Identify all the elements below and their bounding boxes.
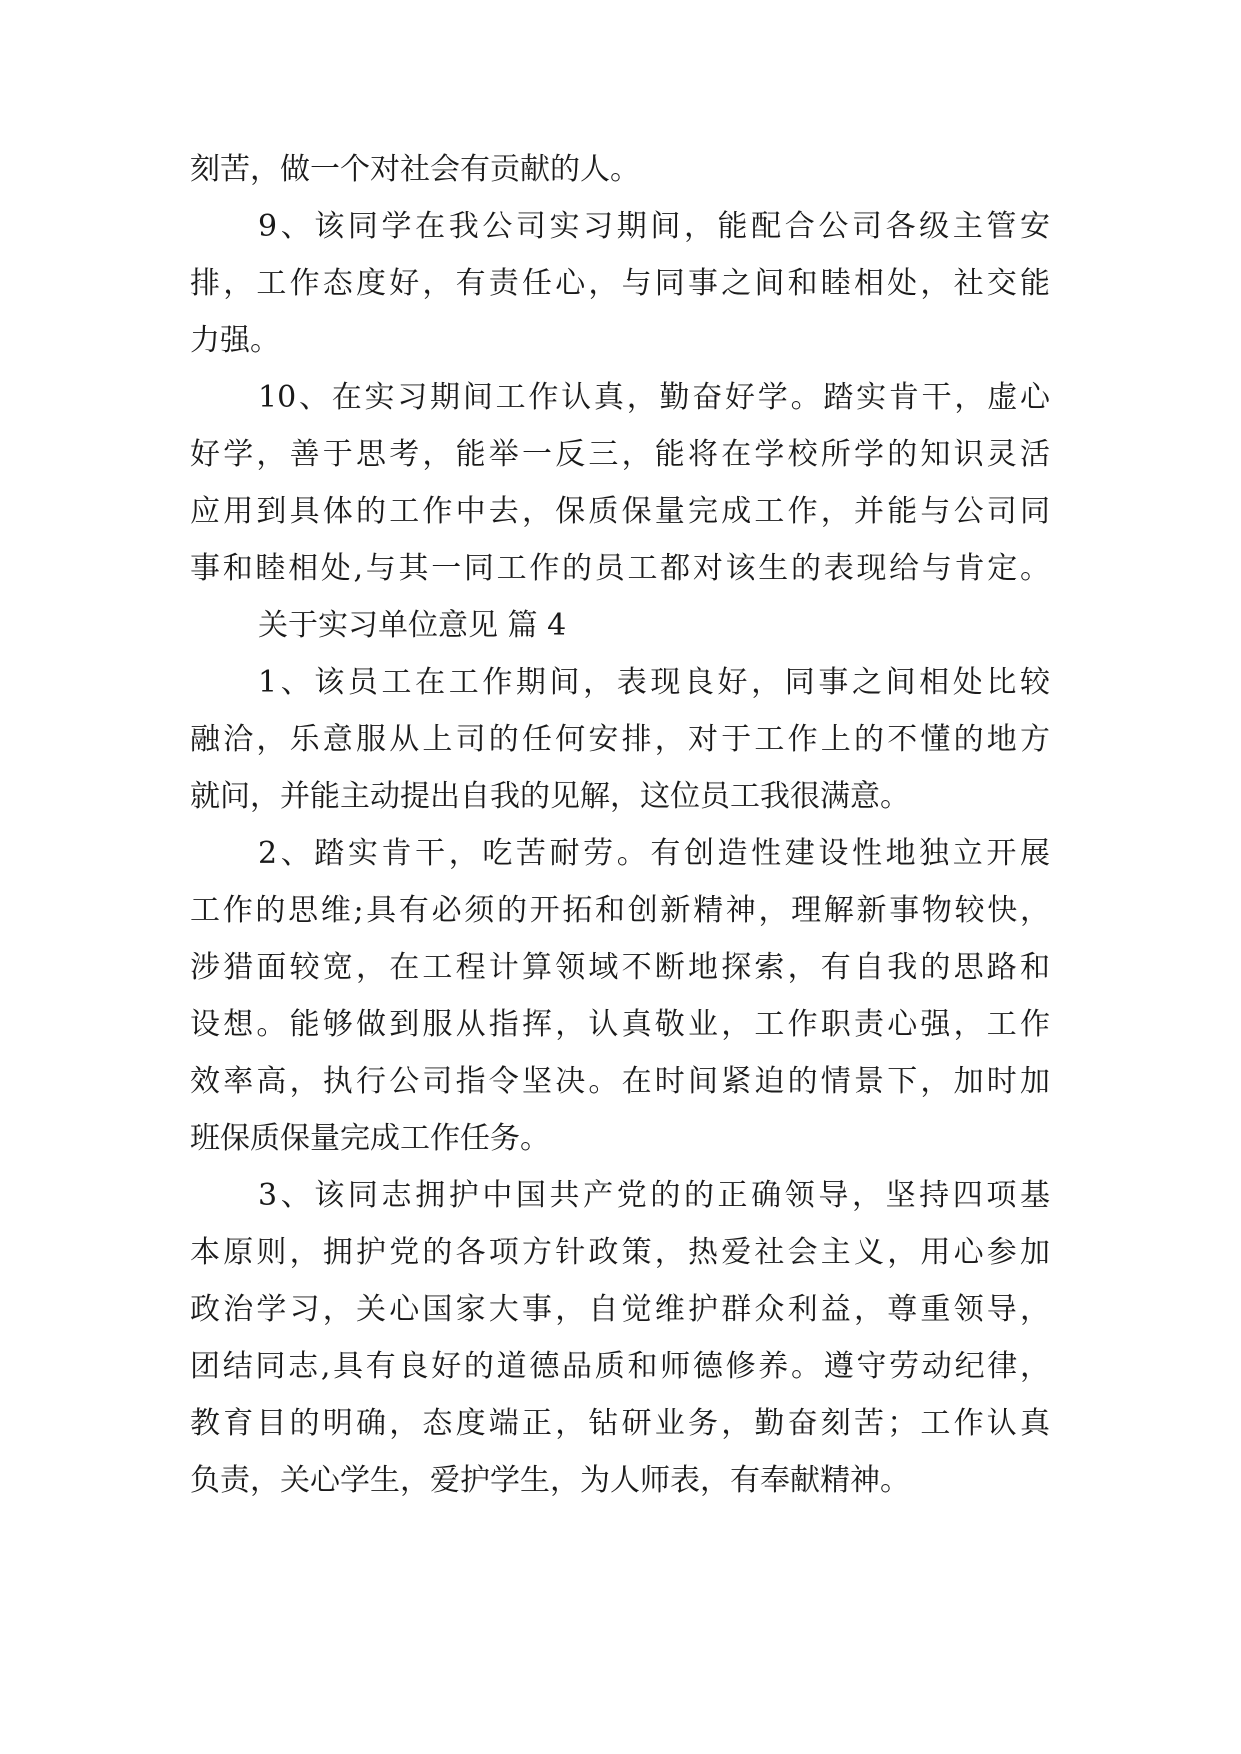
paragraph-2-line: 涉猎面较宽，在工程计算领域不断地探索，有自我的思路和 <box>190 950 1050 985</box>
paragraph-9-line: 力强。 <box>190 323 280 358</box>
paragraph-3-line: 负责，关心学生，爱护学生，为人师表，有奉献精神。 <box>190 1463 910 1498</box>
paragraph-10-line: 事和睦相处,与其一同工作的员工都对该生的表现给与肯定。 <box>190 551 1050 586</box>
paragraph-3-line: 本原则，拥护党的各项方针政策，热爱社会主义，用心参加 <box>190 1235 1050 1270</box>
paragraph-2-line: 设想。能够做到服从指挥，认真敬业，工作职责心强，工作 <box>190 1007 1050 1042</box>
section-heading: 关于实习单位意见 篇 4 <box>258 608 567 643</box>
paragraph-10-line: 10、在实习期间工作认真，勤奋好学。踏实肯干，虚心 <box>258 380 1050 415</box>
paragraph-9-line: 排，工作态度好，有责任心，与同事之间和睦相处，社交能 <box>190 266 1050 301</box>
paragraph-10-line: 应用到具体的工作中去，保质保量完成工作，并能与公司同 <box>190 494 1050 529</box>
paragraph-3-line: 团结同志,具有良好的道德品质和师德修养。遵守劳动纪律， <box>190 1349 1050 1384</box>
paragraph-1-line: 就问，并能主动提出自我的见解，这位员工我很满意。 <box>190 779 910 814</box>
paragraph-1-line: 融洽，乐意服从上司的任何安排，对于工作上的不懂的地方 <box>190 722 1050 757</box>
paragraph-3-line: 政治学习，关心国家大事，自觉维护群众利益，尊重领导， <box>190 1292 1050 1327</box>
paragraph-10-line: 好学，善于思考，能举一反三，能将在学校所学的知识灵活 <box>190 437 1050 472</box>
paragraph-3-line: 3、该同志拥护中国共产党的的正确领导，坚持四项基 <box>258 1178 1050 1213</box>
paragraph-9-line: 9、该同学在我公司实习期间，能配合公司各级主管安 <box>258 209 1050 244</box>
text-line: 刻苦，做一个对社会有贡献的人。 <box>190 152 640 187</box>
paragraph-1-line: 1、该员工在工作期间，表现良好，同事之间相处比较 <box>258 665 1050 700</box>
paragraph-3-line: 教育目的明确，态度端正，钻研业务，勤奋刻苦；工作认真 <box>190 1406 1050 1441</box>
paragraph-2-line: 工作的思维;具有必须的开拓和创新精神，理解新事物较快， <box>190 893 1050 928</box>
paragraph-2-line: 效率高，执行公司指令坚决。在时间紧迫的情景下，加时加 <box>190 1064 1050 1099</box>
paragraph-2-line: 2、踏实肯干，吃苦耐劳。有创造性建设性地独立开展 <box>258 836 1050 871</box>
paragraph-2-line: 班保质保量完成工作任务。 <box>190 1121 550 1156</box>
